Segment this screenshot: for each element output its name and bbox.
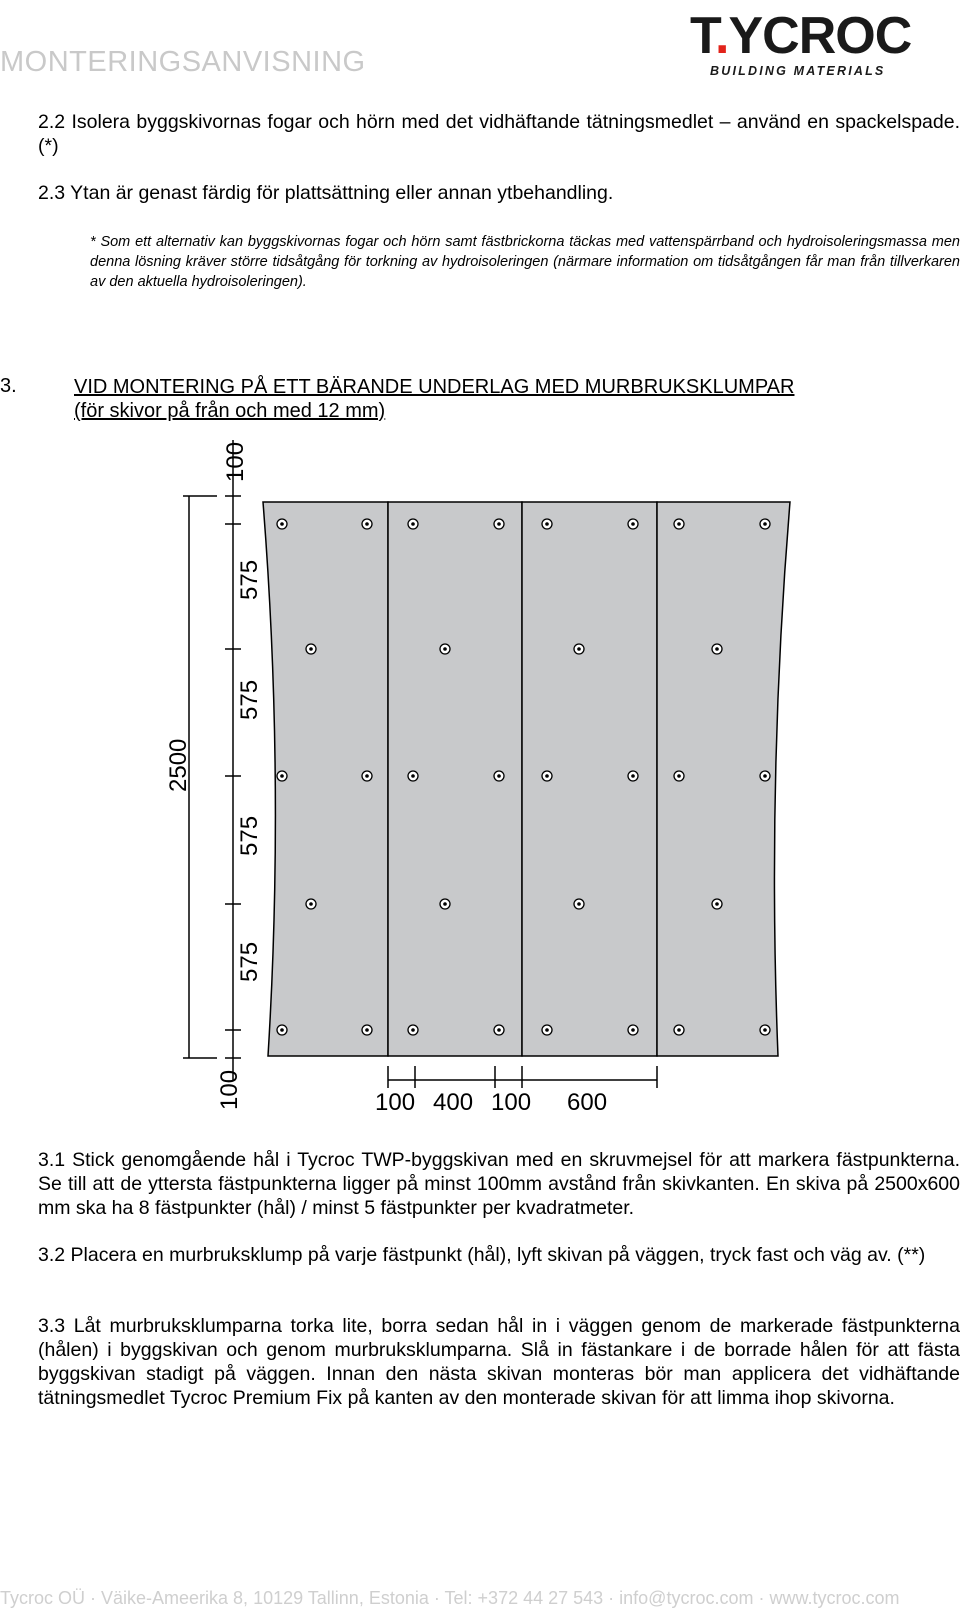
dim-h-400: 400 — [433, 1089, 474, 1116]
fixing-point — [674, 1025, 684, 1035]
fixing-point — [277, 1025, 287, 1035]
step-2-3: 2.3 Ytan är genast färdig för plattsättning eller annan ytbehandling. — [38, 182, 614, 204]
horizontal-dimension-labels — [375, 1089, 607, 1116]
footer-contact: Tycroc OÜ · Väike-Ameerika 8, 10129 Tallinn, Estonia · Tel: +372 44 27 543 · info@tycroc.com · www.tycroc.com — [0, 1588, 900, 1608]
dim-575-b: 575 — [236, 679, 263, 720]
section-3-title-line1: VID MONTERING PÅ ETT BÄRANDE UNDERLAG MED MURBRUKSKLUMPAR — [74, 376, 795, 398]
dim-total-2500: 2500 — [165, 738, 192, 792]
dim-575-a: 575 — [236, 559, 263, 600]
logo-tagline: BUILDING MATERIALS — [710, 64, 886, 78]
fixing-point — [628, 519, 638, 529]
fixing-point — [277, 771, 287, 781]
step-3-2: 3.2 Placera en murbruksklump på varje fästpunkt (hål), lyft skivan på väggen, tryck fast och väg av. (**) — [38, 1244, 926, 1266]
dim-575-c: 575 — [236, 815, 263, 856]
footnote: * Som ett alternativ kan byggskivornas fogar och hörn samt fästbrickorna täckas med vattenspärrband och hydroisoleringsmassa men denna lösning kräver större tidsåtgång för torkning av hydroisoleringen (närmare information om tidsåtgången får man från tillverkaren av den aktuella hydroisoleringen). — [90, 234, 960, 290]
fixing-point — [306, 644, 316, 654]
fixing-point — [574, 899, 584, 909]
dim-bottom-100: 100 — [216, 1069, 243, 1110]
fixing-point — [542, 1025, 552, 1035]
fixing-point — [440, 644, 450, 654]
fixing-point — [712, 644, 722, 654]
dim-h-100-b: 100 — [491, 1089, 532, 1116]
fixing-point — [408, 771, 418, 781]
fixing-point — [277, 519, 287, 529]
step-3-3: 3.3 Låt murbruksklumparna torka lite, borra sedan hål in i väggen genom de markerade fästpunkterna (hålen) i byggskivan och genom murbruksklumparna. Slå in fästankare i de borrade hålen för att fästa byggskivan stadigt på väggen. Innan den nästa skivan monteras bör man applicera det vidhäftande tätningsmedlet Tycroc Premium Fix på kanten av den monterade skivan för att limma ihop skivorna. — [38, 1315, 960, 1409]
fixing-point — [494, 771, 504, 781]
fixing-point — [494, 519, 504, 529]
tycroc-logo — [690, 6, 940, 81]
fixing-point — [306, 899, 316, 909]
document-title: MONTERINGSANVISNING — [0, 46, 366, 78]
fixing-point — [674, 519, 684, 529]
fixing-point — [542, 771, 552, 781]
fixing-point — [542, 519, 552, 529]
fixing-point — [760, 519, 770, 529]
dim-top-100: 100 — [222, 441, 249, 482]
section-3-number: 3. — [0, 375, 17, 397]
fixing-point — [628, 1025, 638, 1035]
fixing-point — [362, 1025, 372, 1035]
fixing-point — [362, 519, 372, 529]
fixing-point — [760, 771, 770, 781]
fixing-point — [408, 519, 418, 529]
vertical-dimension-labels — [165, 442, 263, 1110]
fixing-point — [494, 1025, 504, 1035]
section-3-title-line2: (för skivor på från och med 12 mm) — [74, 400, 386, 422]
fixing-point — [760, 1025, 770, 1035]
logo-wordmark: T.YCROC — [690, 7, 912, 65]
fixing-point — [362, 771, 372, 781]
fixing-point — [712, 899, 722, 909]
step-3-1: 3.1 Stick genomgående hål i Tycroc TWP-byggskivan med en skruvmejsel för att markera fästpunkterna. Se till att de yttersta fästpunkterna ligger på minst 100mm avstånd från skivkanten. En skiva på 2500x600 mm ska ha 8 fästpunkter (hål) / minst 5 fästpunkter per kvadratmeter. — [38, 1149, 960, 1219]
dim-h-600: 600 — [567, 1089, 608, 1116]
dim-575-d: 575 — [236, 941, 263, 982]
fixing-point — [574, 644, 584, 654]
fixing-point — [440, 899, 450, 909]
dim-h-100-a: 100 — [375, 1089, 416, 1116]
horizontal-dimensions — [388, 1066, 657, 1088]
step-2-2: 2.2 Isolera byggskivornas fogar och hörn med det vidhäftande tätningsmedlet – använd en spackelspade.(*) — [38, 111, 960, 157]
fixing-point — [408, 1025, 418, 1035]
panel-mounting-diagram — [155, 440, 795, 1120]
section-3-title — [74, 375, 794, 423]
fixing-point — [674, 771, 684, 781]
board-panels — [263, 502, 790, 1056]
fixing-point — [628, 771, 638, 781]
